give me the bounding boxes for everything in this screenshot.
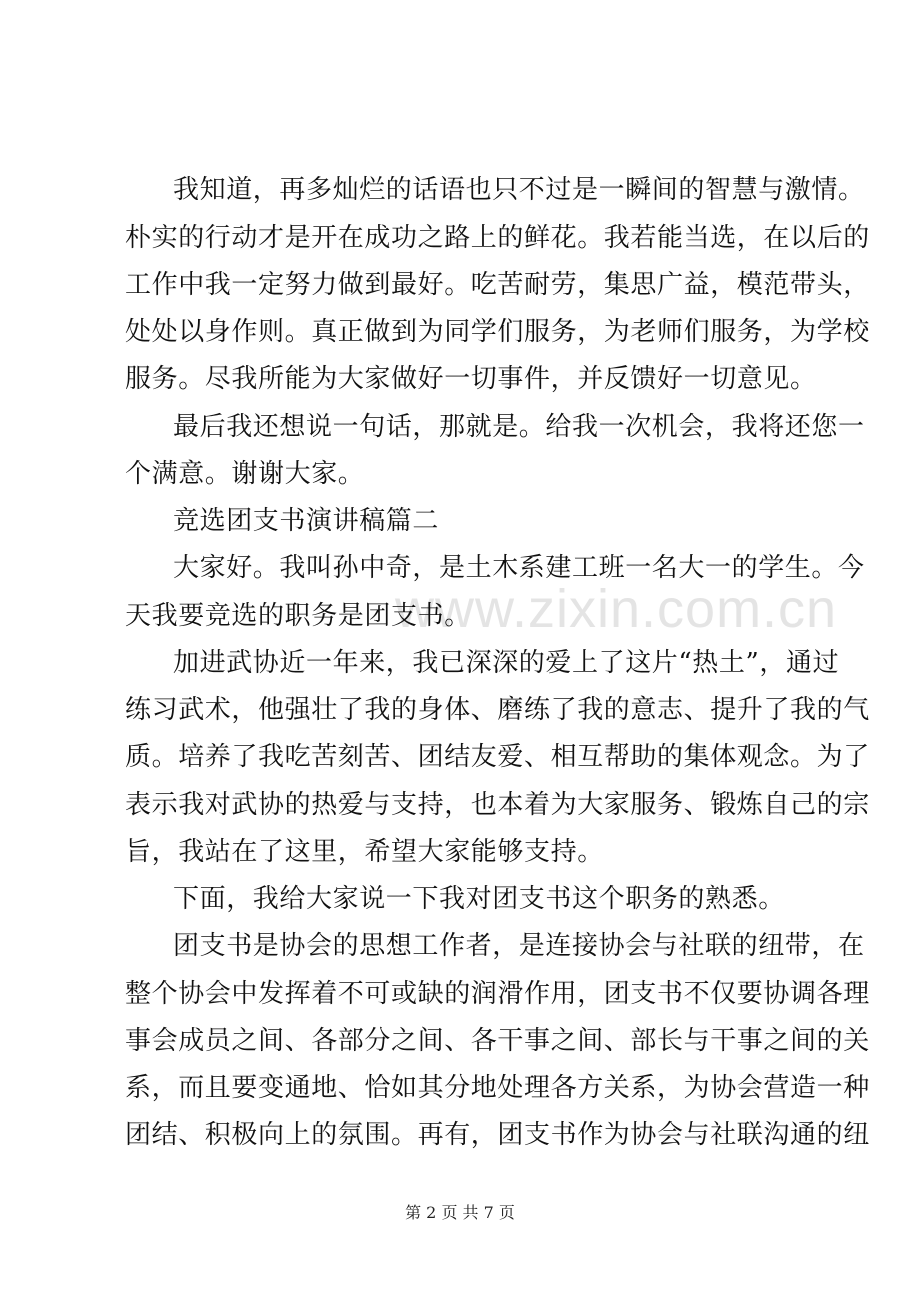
section-title: 竞选团支书演讲稿篇二 bbox=[173, 506, 440, 536]
text-line: 我知道，再多灿烂的话语也只不过是一瞬间的智慧与激情。 bbox=[173, 175, 865, 205]
text-line: 质。培养了我吃苦刻苦、团结友爱、相互帮助的集体观念。为了 bbox=[125, 742, 870, 772]
watermark: www.zixin.com.cn bbox=[395, 579, 838, 639]
text-line: 团支书是协会的思想工作者，是连接协会与社联的纽带，在 bbox=[173, 931, 865, 961]
text-line: 服务。尽我所能为大家做好一切事件，并反馈好一切意见。 bbox=[125, 364, 817, 394]
text-line: 处处以身作则。真正做到为同学们服务，为老师们服务，为学校 bbox=[125, 317, 870, 347]
text-line: 旨，我站在了这里，希望大家能够支持。 bbox=[125, 837, 604, 867]
text-line: 朴实的行动才是开在成功之路上的鲜花。我若能当选，在以后的 bbox=[125, 223, 870, 253]
text-line: 天我要竞选的职务是团支书。 bbox=[125, 601, 471, 631]
text-line: 工作中我一定努力做到最好。吃苦耐劳，集思广益，模范带头， bbox=[125, 270, 870, 300]
text-line: 大家好。我叫孙中奇，是土木系建工班一名大一的学生。今 bbox=[173, 553, 865, 583]
text-line: 加进武协近一年来，我已深深的爱上了这片“热土”，通过 bbox=[173, 648, 840, 678]
text-line: 下面，我给大家说一下我对团支书这个职务的熟悉。 bbox=[173, 884, 785, 914]
text-line: 最后我还想说一句话，那就是。给我一次机会，我将还您一 bbox=[173, 412, 865, 442]
text-line: 整个协会中发挥着不可或缺的润滑作用，团支书不仅要协调各理 bbox=[125, 979, 870, 1009]
text-line: 个满意。谢谢大家。 bbox=[125, 459, 365, 489]
text-line: 练习武术，他强壮了我的身体、磨练了我的意志、提升了我的气 bbox=[125, 695, 870, 725]
text-line: 系，而且要变通地、恰如其分地处理各方关系，为协会营造一种 bbox=[125, 1073, 870, 1103]
text-line: 事会成员之间、各部分之间、各干事之间、部长与干事之间的关 bbox=[125, 1026, 870, 1056]
text-line: 团结、积极向上的氛围。再有，团支书作为协会与社联沟通的纽 bbox=[125, 1120, 870, 1150]
page-footer: 第 2 页 共 7 页 bbox=[405, 1203, 515, 1222]
text-line: 表示我对武协的热爱与支持，也本着为大家服务、锻炼自己的宗 bbox=[125, 790, 870, 820]
